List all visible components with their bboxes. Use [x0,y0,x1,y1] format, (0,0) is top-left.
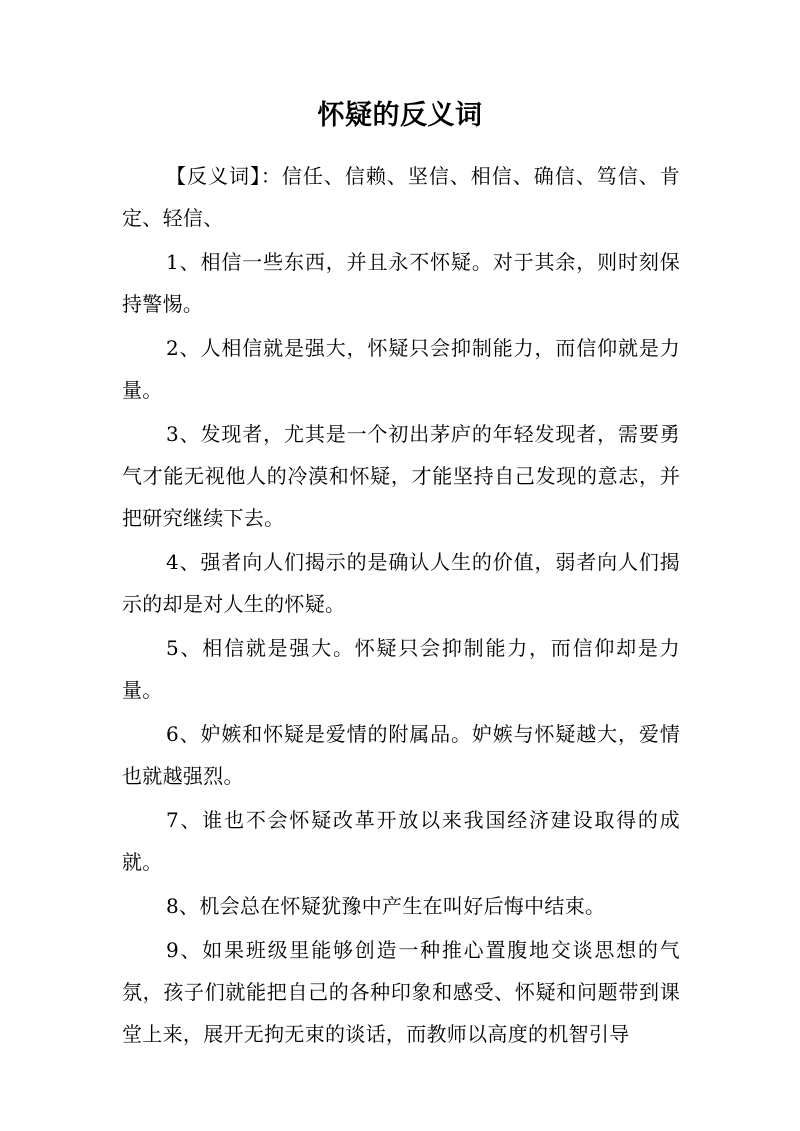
paragraph-example-1: 1、相信一些东西，并且永不怀疑。对于其余，则时刻保持警惕。 [122,250,680,316]
paragraph-example-4: 4、强者向人们揭示的是确认人生的价值，弱者向人们揭示的却是对人生的怀疑。 [122,550,680,616]
paragraph-example-2: 2、人相信就是强大，怀疑只会抑制能力，而信仰就是力量。 [122,336,680,402]
paragraph-example-7: 7、谁也不会怀疑改革开放以来我国经济建设取得的成就。 [122,808,680,874]
document-body [122,155,680,1057]
paragraph-example-3: 3、发现者，尤其是一个初出茅庐的年轻发现者，需要勇气才能无视他人的冷漠和怀疑，才能坚持自己发现的意志，并把研究继续下去。 [122,422,680,530]
paragraph-antonyms: 【反义词】：信任、信赖、坚信、相信、确信、笃信、肯定、轻信、 [122,164,680,230]
paragraph-example-9: 9、如果班级里能够创造一种推心置腹地交谈思想的气氛，孩子们就能把自己的各种印象和感受、怀疑和问题带到课堂上来，展开无拘无束的谈话，而教师以高度的机智引导 [122,938,680,1046]
paragraph-example-8: 8、机会总在怀疑犹豫中产生在叫好后悔中结束。 [166,894,606,918]
paragraph-example-5: 5、相信就是强大。怀疑只会抑制能力，而信仰却是力量。 [122,636,680,702]
paragraph-example-6: 6、妒嫉和怀疑是爱情的附属品。妒嫉与怀疑越大，爱情也就越强烈。 [122,722,680,788]
document-title: 怀疑的反义词 [317,100,483,131]
